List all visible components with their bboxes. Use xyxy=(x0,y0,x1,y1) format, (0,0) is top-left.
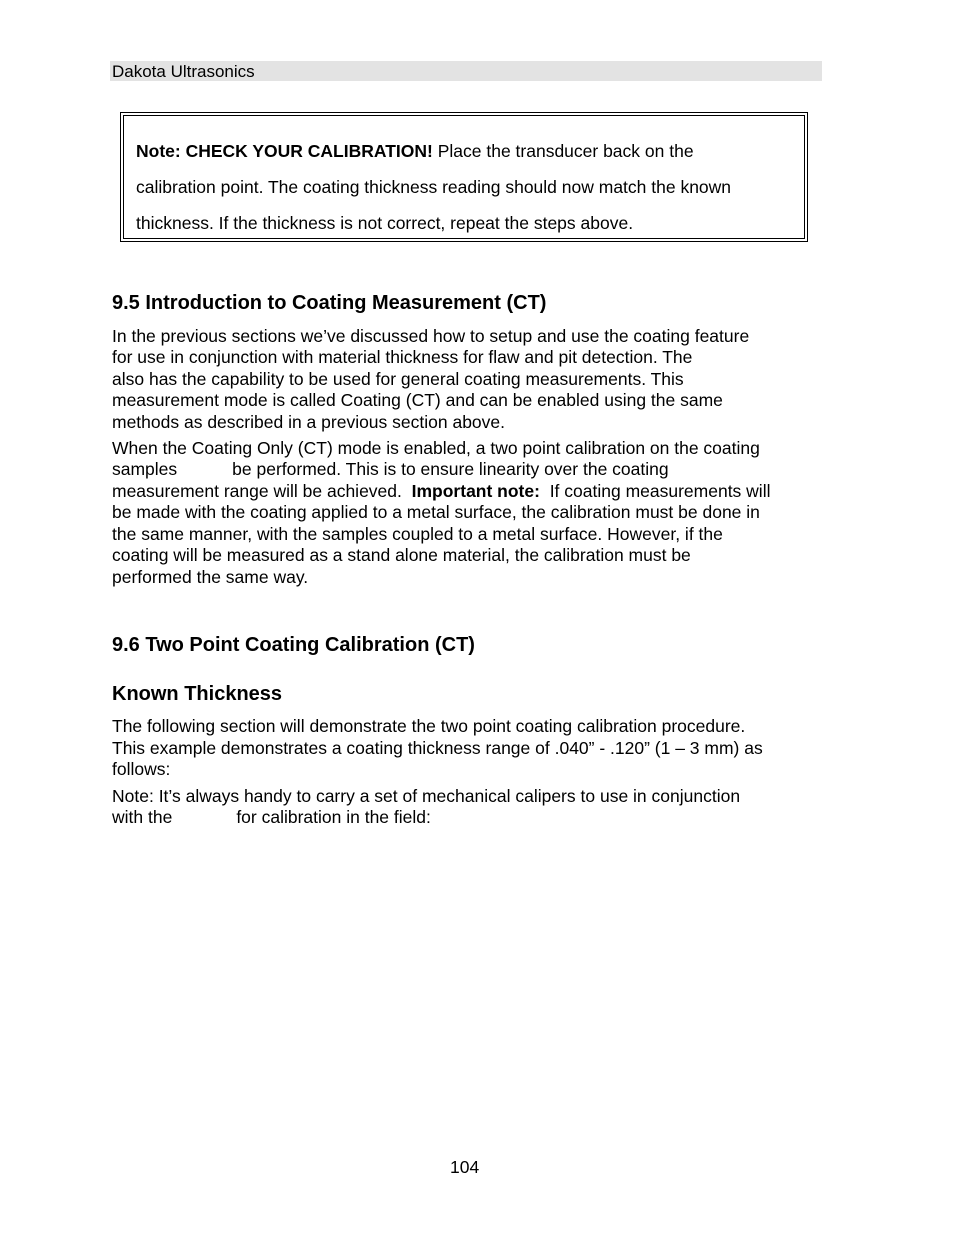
header-title: Dakota Ultrasonics xyxy=(112,62,255,81)
paragraph-line xyxy=(112,806,431,828)
section-heading-9-5: 9.5 Introduction to Coating Measurement (CT) xyxy=(112,292,547,314)
paragraph-line: also has the capability to be used for general coating measurements. This xyxy=(112,369,684,389)
note-box-inner-border xyxy=(123,115,805,239)
paragraph-line xyxy=(112,458,669,480)
note-line-2: calibration point. The coating thickness reading should now match the known xyxy=(136,177,732,197)
paragraph-line: performed the same way. xyxy=(112,567,309,587)
page-header xyxy=(110,61,822,81)
paragraph-line: Note: It’s always handy to carry a set of mechanical calipers to use in conjunction xyxy=(112,786,741,806)
calibration-note-box xyxy=(120,112,808,242)
subheading-known-thickness: Known Thickness xyxy=(112,683,283,705)
paragraph-line: When the Coating Only (CT) mode is enabled, a two point calibration on the coating xyxy=(112,438,760,458)
paragraph-line: follows: xyxy=(112,759,171,779)
paragraph-line: the same manner, with the samples coupled to a metal surface. However, if the xyxy=(112,524,723,544)
important-note-callout: Important note: xyxy=(411,481,540,501)
paragraph-line: The following section will demonstrate the two point coating calibration procedure. xyxy=(112,716,746,736)
paragraph-text: samples xyxy=(112,459,178,479)
note-line-3: thickness. If the thickness is not correct, repeat the steps above. xyxy=(136,213,634,233)
paragraph-line: methods as described in a previous section above. xyxy=(112,412,506,432)
paragraph-line xyxy=(112,480,770,502)
paragraph-line: measurement mode is called Coating (CT) and can be enabled using the same xyxy=(112,390,723,410)
page-number: 104 xyxy=(450,1157,480,1177)
section-heading-9-6: 9.6 Two Point Coating Calibration (CT) xyxy=(112,634,475,656)
paragraph-line: coating will be measured as a stand alone material, the calibration must be xyxy=(112,545,691,565)
paragraph-text: with the xyxy=(112,807,173,827)
note-line-1 xyxy=(136,140,694,162)
note-callout: Note: CHECK YOUR CALIBRATION! xyxy=(136,141,433,161)
paragraph-line: be made with the coating applied to a metal surface, the calibration must be done in xyxy=(112,502,760,522)
paragraph-line: for use in conjunction with material thickness for flaw and pit detection. The xyxy=(112,347,693,367)
paragraph-text: be performed. This is to ensure linearity over the coating xyxy=(232,459,669,479)
paragraph-text: If coating measurements will xyxy=(549,481,771,501)
paragraph-line: In the previous sections we’ve discussed how to setup and use the coating feature xyxy=(112,326,750,346)
note-line-1-text: Place the transducer back on the xyxy=(432,141,694,161)
paragraph-text: for calibration in the field: xyxy=(236,807,431,827)
paragraph-line: This example demonstrates a coating thickness range of .040” - .120” (1 – 3 mm) as xyxy=(112,738,763,758)
paragraph-text: measurement range will be achieved. xyxy=(112,481,402,501)
